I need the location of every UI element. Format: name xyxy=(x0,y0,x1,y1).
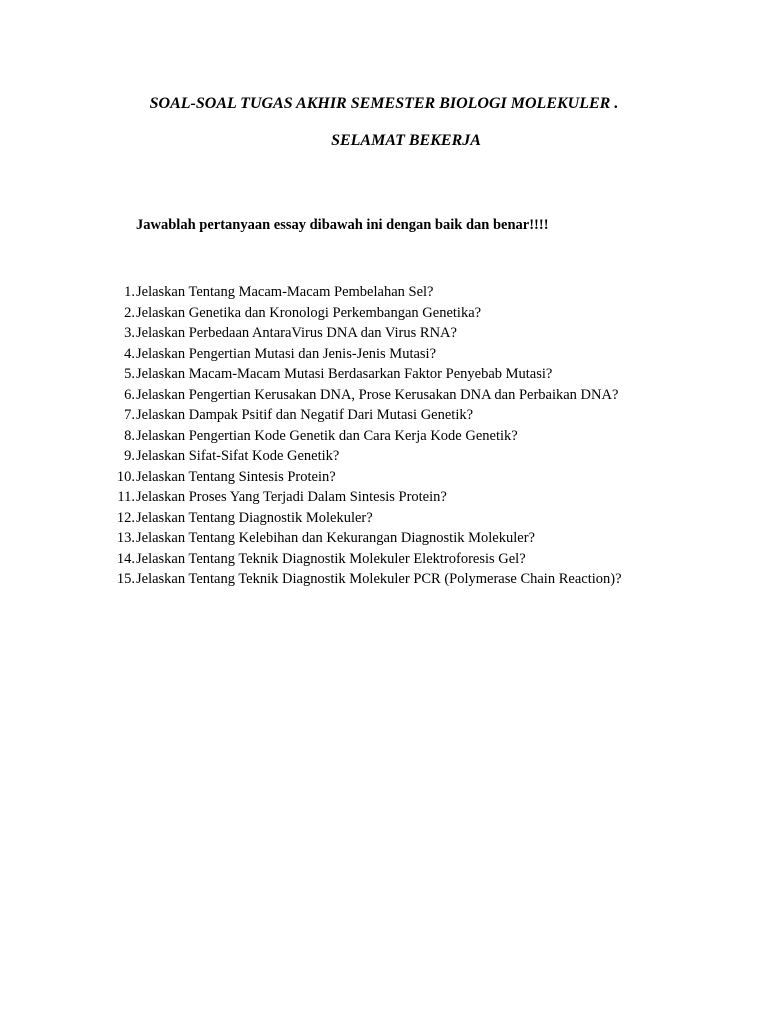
question-number: 8. xyxy=(124,427,135,444)
question-text: Jelaskan Proses Yang Terjadi Dalam Sintesis Protein? xyxy=(136,489,447,505)
question-text: Jelaskan Tentang Teknik Diagnostik Molekuler PCR (Polymerase Chain Reaction)? xyxy=(136,571,622,587)
question-list xyxy=(108,282,622,590)
question-item xyxy=(108,487,447,508)
question-number: 12. xyxy=(116,509,135,526)
question-text: Jelaskan Tentang Teknik Diagnostik Molekuler Elektroforesis Gel? xyxy=(136,550,526,567)
question-number: 1. xyxy=(124,284,135,300)
question-text: Jelaskan Tentang Macam-Macam Pembelahan Sel? xyxy=(136,284,434,300)
question-text: Jelaskan Macam-Macam Mutasi Berdasarkan Faktor Penyebab Mutasi? xyxy=(136,366,553,382)
question-text: Jelaskan Pengertian Kode Genetik dan Cara Kerja Kode Genetik? xyxy=(136,427,518,444)
question-item xyxy=(108,528,535,549)
question-number: 11. xyxy=(117,489,135,505)
document-subtitle: SELAMAT BEKERJA xyxy=(331,132,481,149)
question-text: Jelaskan Tentang Diagnostik Molekuler? xyxy=(136,509,373,526)
question-item xyxy=(108,405,474,426)
question-item xyxy=(108,569,622,590)
question-item xyxy=(108,508,373,529)
question-number: 15. xyxy=(116,571,135,587)
question-text: Jelaskan Genetika dan Kronologi Perkembangan Genetika? xyxy=(136,304,482,321)
question-text: Jelaskan Pengertian Kerusakan DNA, Prose Kerusakan DNA dan Perbaikan DNA? xyxy=(136,386,619,403)
question-number: 13. xyxy=(116,530,135,546)
question-number: 7. xyxy=(124,407,135,423)
question-item xyxy=(108,303,482,324)
question-item xyxy=(108,446,340,467)
question-number: 9. xyxy=(124,448,135,464)
question-item xyxy=(108,344,437,365)
question-number: 5. xyxy=(124,366,135,382)
question-text: Jelaskan Dampak Psitif dan Negatif Dari Mutasi Genetik? xyxy=(136,407,474,423)
question-item xyxy=(108,467,336,488)
question-item xyxy=(108,549,526,570)
question-item xyxy=(108,364,553,385)
document-title: SOAL-SOAL TUGAS AKHIR SEMESTER BIOLOGI MOLEKULER . xyxy=(149,95,619,112)
question-item xyxy=(108,385,619,406)
question-text: Jelaskan Perbedaan AntaraVirus DNA dan Virus RNA? xyxy=(136,325,457,341)
question-item xyxy=(108,323,457,344)
question-text: Jelaskan Pengertian Mutasi dan Jenis-Jenis Mutasi? xyxy=(136,345,437,362)
instruction-text: Jawablah pertanyaan essay dibawah ini dengan baik dan benar!!!! xyxy=(136,217,549,233)
question-number: 3. xyxy=(124,325,135,341)
question-number: 4. xyxy=(124,345,135,362)
question-number: 2. xyxy=(124,304,135,321)
question-number: 10. xyxy=(116,468,135,485)
question-item xyxy=(108,426,518,447)
question-item xyxy=(108,282,434,303)
question-number: 6. xyxy=(124,386,135,403)
question-number: 14. xyxy=(116,550,135,567)
question-text: Jelaskan Tentang Kelebihan dan Kekurangan Diagnostik Molekuler? xyxy=(136,530,535,546)
question-text: Jelaskan Tentang Sintesis Protein? xyxy=(136,468,336,485)
question-text: Jelaskan Sifat-Sifat Kode Genetik? xyxy=(136,448,340,464)
